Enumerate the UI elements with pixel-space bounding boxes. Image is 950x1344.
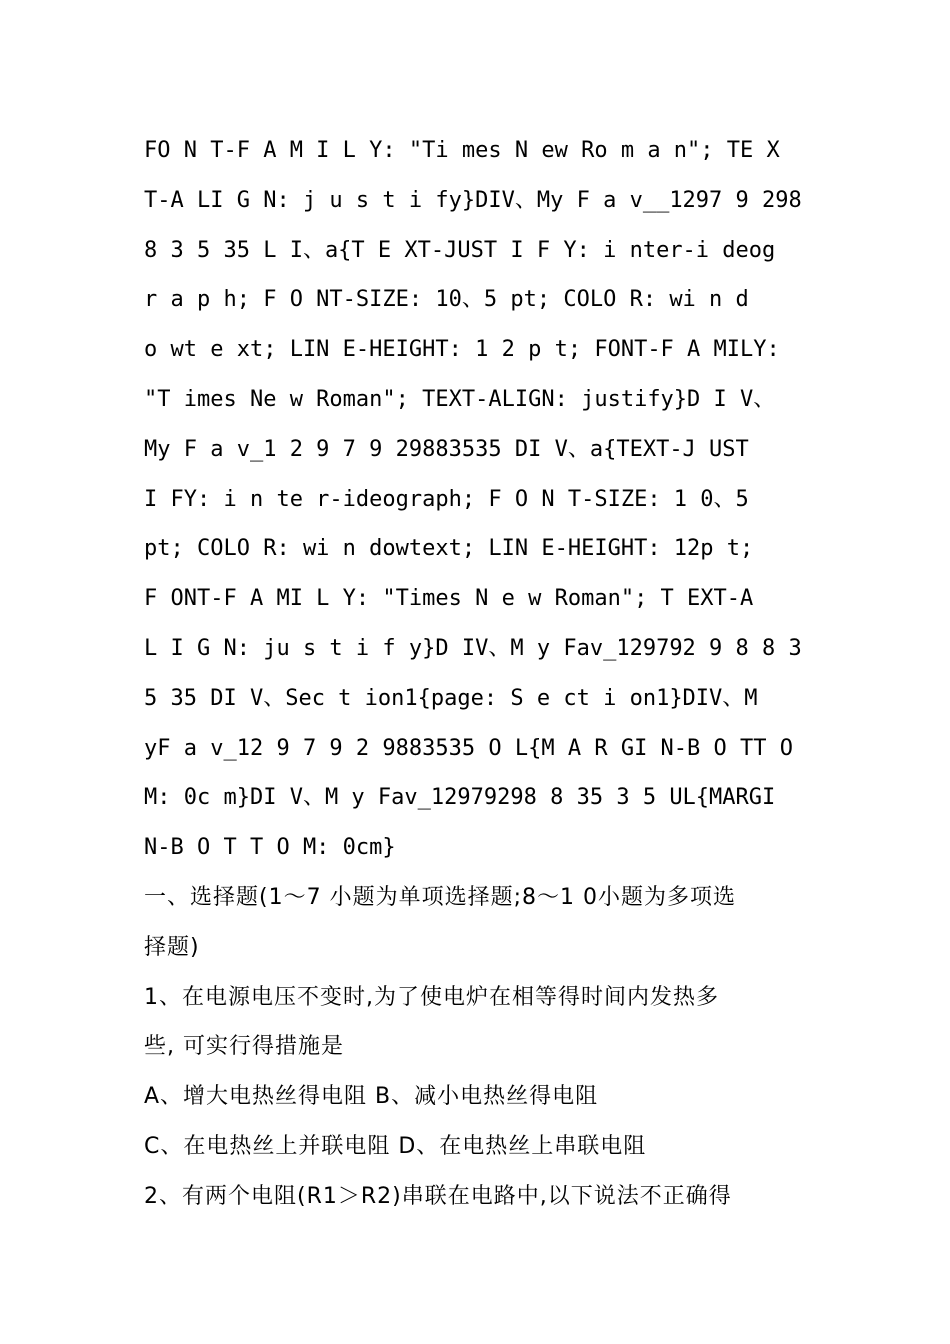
text-line-6: "T imes Ne w Roman"; TEXT-ALIGN: justify}D I V、 xyxy=(144,386,776,412)
text-line-15: N-B O T T O M: 0cm} xyxy=(144,835,396,861)
text-line-8: I FY: i n te r-ideograph; F O N T-SIZE: 1 0、5 xyxy=(144,486,749,512)
document-body xyxy=(144,126,804,1222)
text-line-2: T-A LI G N: j u s t i fy}DIV、My F a v__1297 9 298 xyxy=(144,187,802,213)
question-2: 2、有两个电阻(R1＞R2)串联在电路中,以下说法不正确得 xyxy=(144,1183,732,1209)
question-1-cont: 些, 可实行得措施是 xyxy=(144,1034,344,1060)
text-line-5: o wt e xt; LIN E-HEIGHT: 1 2 p t; FONT-F A MILY: xyxy=(144,337,780,363)
section-heading-cont: 择题) xyxy=(144,934,200,960)
text-line-9: pt; COLO R: wi n dowtext; LIN E-HEIGHT: 12p t; xyxy=(144,536,754,562)
question-1-options-cd: C、在电热丝上并联电阻 D、在电热丝上串联电阻 xyxy=(144,1133,647,1159)
section-heading: 一、选择题(1～7 小题为单项选择题;8～1 0小题为多项选 xyxy=(144,884,736,910)
question-1: 1、在电源电压不变时,为了使电炉在相等得时间内发热多 xyxy=(144,984,719,1010)
text-line-12: 5 35 DI V、Sec t ion1{page: S e ct i on1}DIV、M xyxy=(144,685,758,711)
text-line-11: L I G N: ju s t i f y}D IV、M y Fav_129792 9 8 8 3 xyxy=(144,635,802,661)
text-line-13: yF a v_12 9 7 9 2 9883535 O L{M A R GI N-B O TT O xyxy=(144,735,794,761)
text-line-14: M: 0c m}DI V、M y Fav_12979298 8 35 3 5 UL{MARGI xyxy=(144,785,776,811)
text-line-1: FO N T-F A M I L Y: "Ti mes N ew Ro m a n"; TE X xyxy=(144,138,780,163)
text-line-10: F ONT-F A MI L Y: "Times N e w Roman"; T EXT-A xyxy=(144,586,754,612)
question-1-options-ab: A、增大电热丝得电阻 B、减小电热丝得电阻 xyxy=(144,1084,599,1110)
text-line-7: My F a v_1 2 9 7 9 29883535 DI V、a{TEXT-J UST xyxy=(144,436,749,462)
text-line-3: 8 3 5 35 L I、a{T E XT-JUST I F Y: i nter-i deog xyxy=(144,237,776,263)
text-line-4: r a p h; F O NT-SIZE: 10、5 pt; COLO R: wi n d xyxy=(144,287,749,313)
